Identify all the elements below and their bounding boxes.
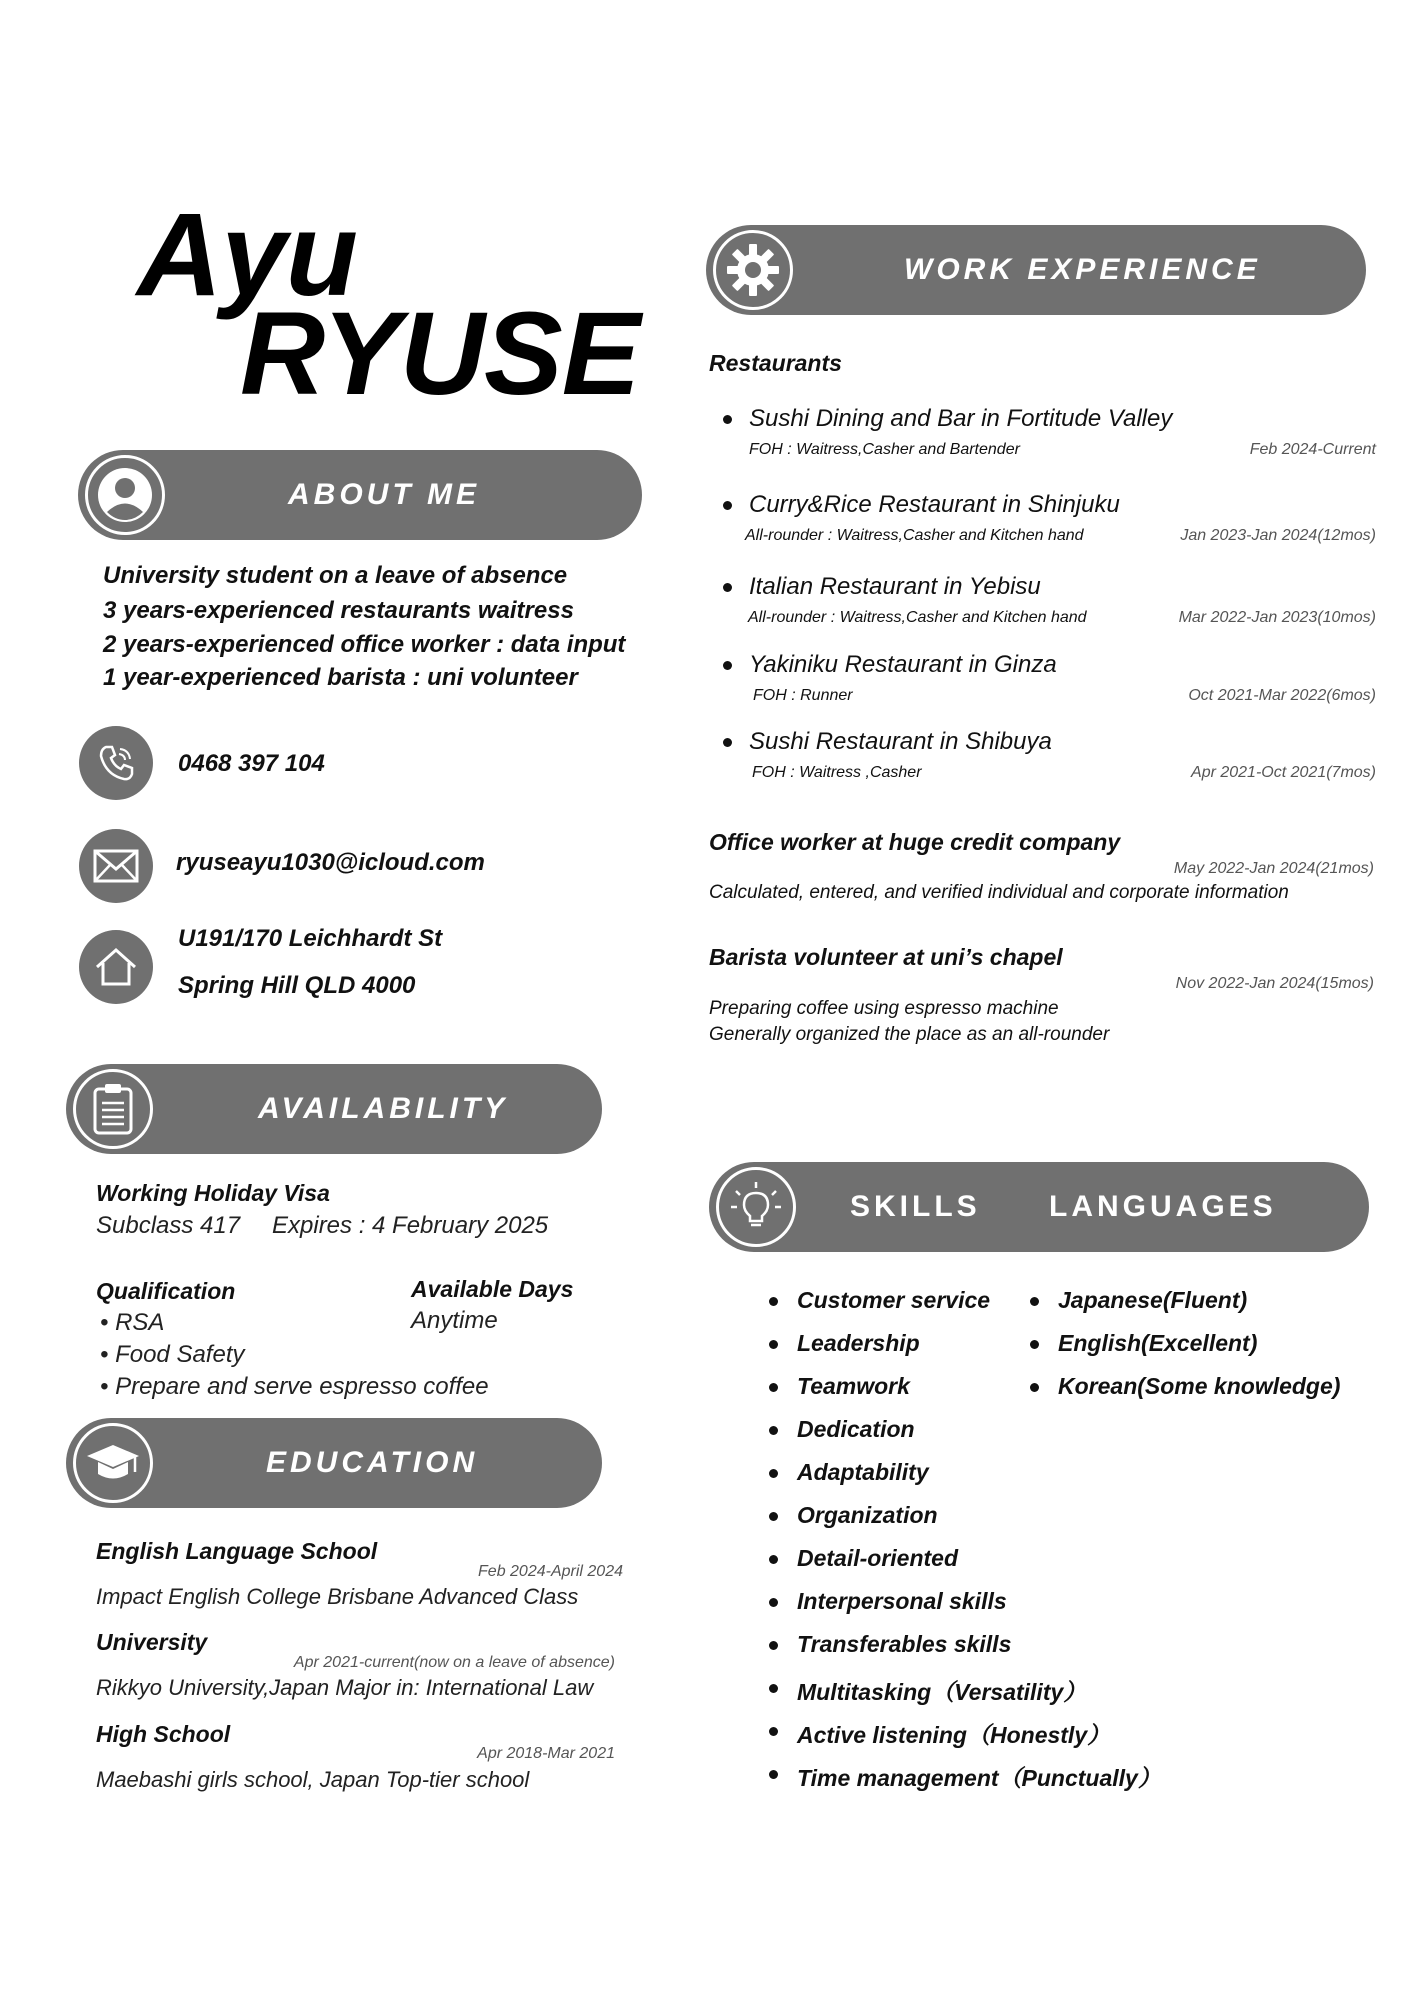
bullet [723, 738, 732, 747]
job-role: FOH : Runner [753, 687, 853, 704]
languages-title: LANGUAGES [1049, 1190, 1277, 1223]
graduation-cap-icon [73, 1423, 153, 1503]
barista-date: Nov 2022-Jan 2024(15mos) [1175, 975, 1374, 992]
about-line: University student on a leave of absence [103, 562, 568, 589]
skill-item: Transferables skills [797, 1631, 1012, 1657]
education-title: EDUCATION [266, 1446, 479, 1479]
clipboard-icon [73, 1069, 153, 1149]
education-header [66, 1418, 602, 1508]
barista-detail: Generally organized the place as an all-rounder [709, 1024, 1110, 1045]
language-item: English(Excellent) [1058, 1330, 1258, 1356]
work-experience-title: WORK EXPERIENCE [904, 253, 1261, 286]
barista-detail: Preparing coffee using espresso machine [709, 998, 1059, 1019]
education-date-1: Apr 2021-current(now on a leave of absence) [293, 1654, 615, 1671]
education-detail-0: Impact English College Brisbane Advanced Class [96, 1584, 579, 1609]
skill-item: Multitasking（Versatility） [797, 1674, 1086, 1707]
skill-item: Leadership [797, 1330, 920, 1356]
bullet [723, 501, 732, 510]
education-date-0: Feb 2024-April 2024 [478, 1563, 623, 1580]
skill-item: Customer service [797, 1287, 991, 1313]
visa-expiry: Expires : 4 February 2025 [272, 1212, 549, 1239]
available-days-value: Anytime [411, 1307, 498, 1334]
office-title: Office worker at huge credit company [709, 829, 1121, 855]
skill-item: Dedication [797, 1416, 915, 1442]
skill-item: Interpersonal skills [797, 1588, 1007, 1614]
language-item: Korean(Some knowledge) [1058, 1373, 1341, 1399]
job-date: Oct 2021-Mar 2022(6mos) [1188, 687, 1376, 704]
education-detail-2: Maebashi girls school, Japan Top-tier school [96, 1767, 530, 1792]
skill-item: Detail-oriented [797, 1545, 959, 1571]
job-date: Mar 2022-Jan 2023(10mos) [1178, 609, 1376, 626]
available-days-title: Available Days [411, 1276, 574, 1302]
education-date-2: Apr 2018-Mar 2021 [477, 1745, 615, 1762]
about-line: 3 years-experienced restaurants waitress [103, 597, 574, 624]
skill-item: Teamwork [797, 1373, 910, 1399]
bullet [723, 415, 732, 424]
restaurant-job [711, 728, 1376, 788]
qualification-item: • Food Safety [100, 1341, 245, 1368]
barista-title: Barista volunteer at uni’s chapel [709, 944, 1063, 970]
education-title-2: High School [96, 1721, 231, 1747]
visa-subclass: Subclass 417 [96, 1212, 241, 1239]
job-name: Italian Restaurant in Yebisu [749, 573, 1041, 600]
restaurants-title: Restaurants [709, 350, 842, 376]
phone-number: 0468 397 104 [178, 750, 325, 777]
job-name: Curry&Rice Restaurant in Shinjuku [749, 491, 1120, 518]
office-detail: Calculated, entered, and verified individual and corporate information [709, 882, 1289, 903]
skill-item: Active listening（Honestly） [797, 1717, 1110, 1750]
address-line-1: U191/170 Leichhardt St [178, 925, 443, 952]
job-role: FOH : Waitress ,Casher [752, 764, 922, 781]
about-me-title: ABOUT ME [288, 478, 480, 511]
skill-item: Organization [797, 1502, 938, 1528]
person-icon [85, 455, 165, 535]
last-name: RYUSE [240, 288, 640, 420]
bullet [723, 583, 732, 592]
address-line-2: Spring Hill QLD 4000 [178, 972, 416, 999]
job-role: All-rounder : Waitress,Casher and Kitchen hand [748, 609, 1087, 626]
availability-header [66, 1064, 602, 1154]
qualification-item: • Prepare and serve espresso coffee [100, 1373, 489, 1400]
job-name: Sushi Restaurant in Shibuya [749, 728, 1052, 755]
qualification-item: • RSA [100, 1309, 165, 1336]
lightbulb-icon [716, 1167, 796, 1247]
home-icon [79, 930, 153, 1004]
restaurant-job [711, 491, 1376, 551]
job-date: Feb 2024-Current [1249, 441, 1376, 458]
visa-title: Working Holiday Visa [96, 1180, 330, 1206]
job-name: Sushi Dining and Bar in Fortitude Valley [749, 405, 1173, 432]
about-line: 1 year-experienced barista : uni volunteer [103, 664, 578, 691]
job-role: All-rounder : Waitress,Casher and Kitchen hand [745, 527, 1084, 544]
job-date: Apr 2021-Oct 2021(7mos) [1191, 764, 1376, 781]
gear-icon [713, 230, 793, 310]
job-role: FOH : Waitress,Casher and Bartender [749, 441, 1020, 458]
job-name: Yakiniku Restaurant in Ginza [749, 651, 1057, 678]
education-detail-1: Rikkyo University,Japan Major in: International Law [96, 1675, 594, 1700]
education-title-0: English Language School [96, 1538, 378, 1564]
skill-item: Time management（Punctually） [797, 1760, 1161, 1793]
first-name: Ayu [137, 189, 357, 321]
availability-title: AVAILABILITY [258, 1092, 509, 1125]
restaurant-job [711, 651, 1376, 711]
language-item: Japanese(Fluent) [1058, 1287, 1248, 1313]
phone-icon [79, 726, 153, 800]
education-title-1: University [96, 1629, 208, 1655]
envelope-icon [79, 829, 153, 903]
skills-languages-header [709, 1162, 1369, 1252]
restaurant-job [711, 405, 1376, 465]
qualification-title: Qualification [96, 1278, 236, 1304]
about-me-header [78, 450, 642, 540]
skills-title: SKILLS [850, 1190, 981, 1223]
office-date: May 2022-Jan 2024(21mos) [1173, 860, 1374, 877]
job-date: Jan 2023-Jan 2024(12mos) [1180, 527, 1376, 544]
work-experience-header [706, 225, 1366, 315]
about-line: 2 years-experienced office worker : data input [103, 631, 626, 658]
restaurant-job [711, 573, 1376, 633]
skill-item: Adaptability [797, 1459, 929, 1485]
bullet [723, 661, 732, 670]
email-address: ryuseayu1030@icloud.com [176, 849, 485, 876]
